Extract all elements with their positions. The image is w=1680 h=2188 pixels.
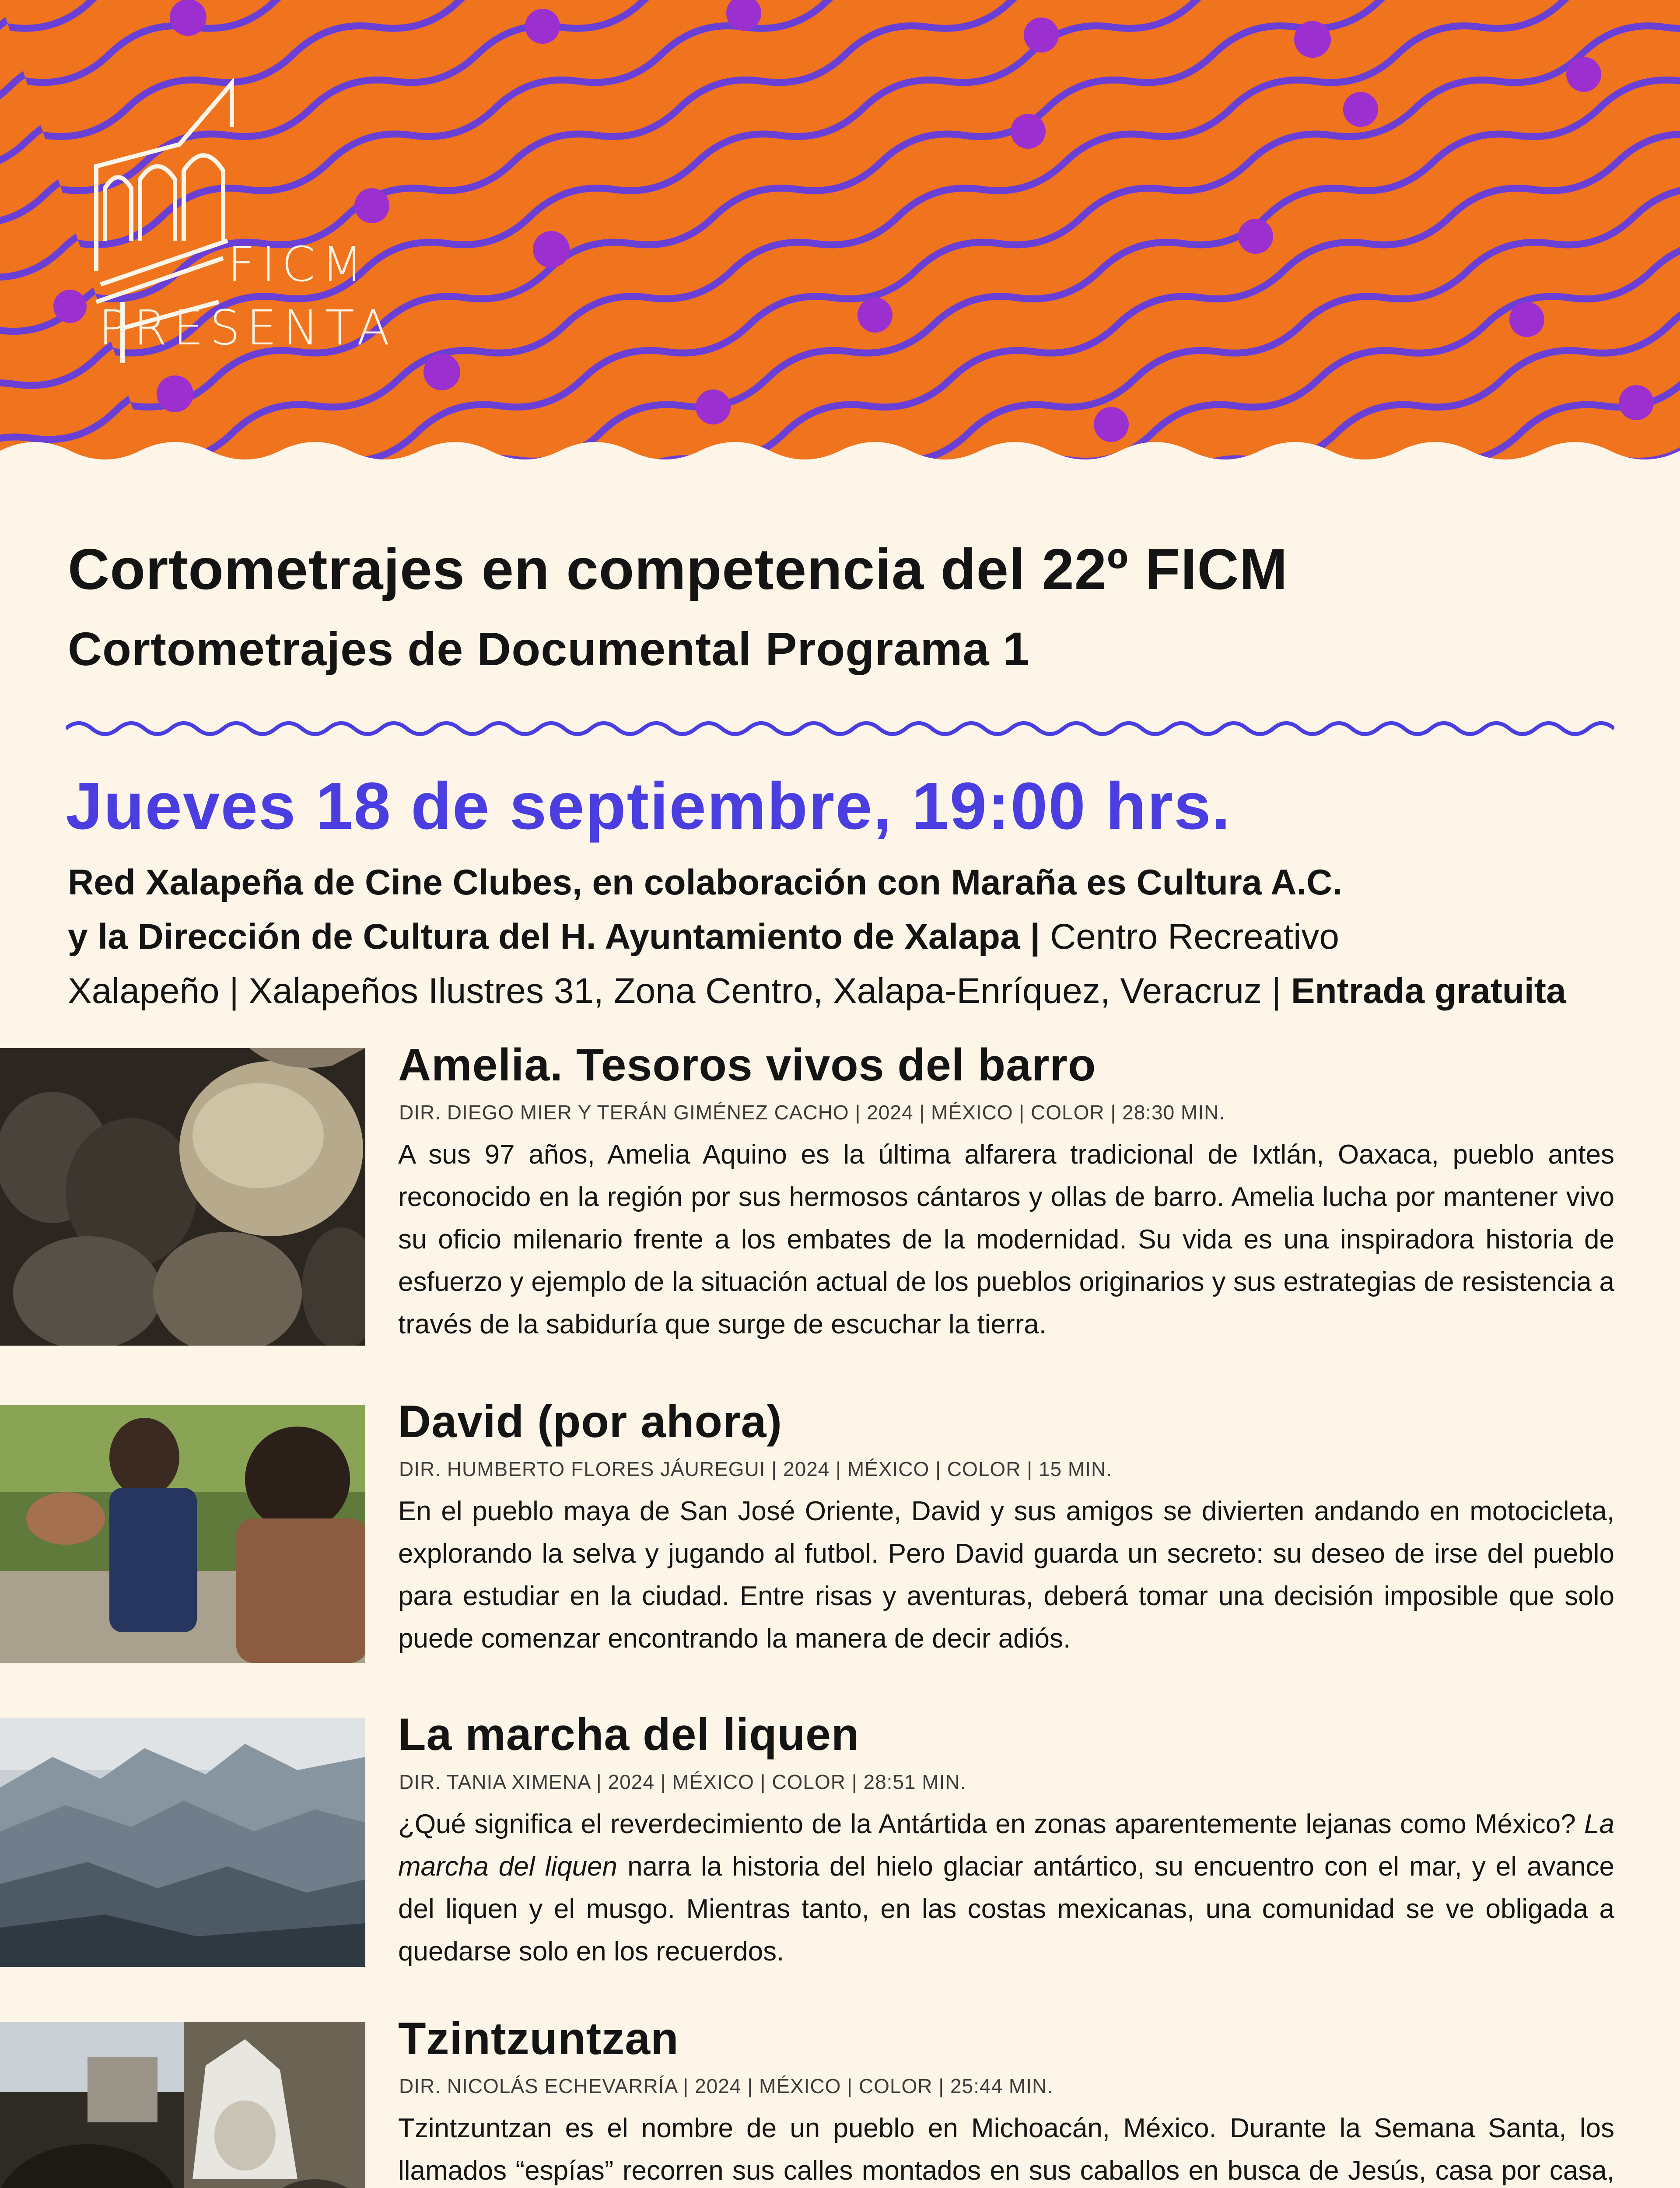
film-still-glacier (0, 1718, 365, 1967)
film-synopsis: Tzintzuntzan es el nombre de un pueblo en Michoacán, México. Durante la Semana Santa, los llamados “espías” recorren sus calles montados en sus caballos en busca de Jesús, casa por casa, (398, 2113, 1614, 2186)
film-still-procession (0, 2022, 365, 2188)
film-credit: DIR. TANIA XIMENA | 2024 | MÉXICO | COLOR | 28:51 MIN. (399, 1771, 966, 1793)
logo-word: FICM (228, 236, 369, 292)
venue-line-2-rest: Centro Recreativo (1040, 917, 1339, 957)
page-title: Cortometrajes en competencia del 22º FICM (68, 537, 1288, 601)
film-still-kids (0, 1405, 365, 1663)
film-synopsis (398, 1803, 1614, 1973)
venue-line-1: Red Xalapeña de Cine Clubes, en colaboración con Maraña es Cultura A.C. (68, 863, 1343, 902)
event-date: Jueves 18 de septiembre, 19:00 hrs. (66, 769, 1231, 843)
synopsis-film-name: La marcha del liquen (398, 1809, 1614, 1882)
page-subtitle: Cortometrajes de Documental Programa 1 (68, 622, 1030, 675)
film-credit: DIR. HUMBERTO FLORES JÁUREGUI | 2024 | MÉXICO | COLOR | 15 MIN. (399, 1458, 1112, 1480)
film-title: Tzintzuntzan (398, 2013, 679, 2064)
film-title: David (por ahora) (398, 1396, 782, 1447)
event-venue (68, 856, 1617, 1018)
venue-line-2: y la Dirección de Cultura del H. Ayuntamiento de Xalapa | (68, 917, 1040, 957)
entry-free: Entrada gratuita (1291, 971, 1566, 1011)
synopsis-part: narra la historia del hielo glaciar antártico, su encuentro con el mar, y el avance del liquen y el musgo. Mientras tanto, en las costas mexicanas, una comunidad se ve obligada a quedarse solo en los recuerdos. (398, 1851, 1615, 1967)
wavy-divider (66, 718, 1614, 740)
logo-sub: PRESENTA (98, 300, 396, 356)
film-synopsis: En el pueblo maya de San José Oriente, David y sus amigos se divierten andando en motocicleta, explorando la selva y jugando al futbol. Pero David guarda un secreto: su deseo de irse del pueblo para estudiar en la ciudad. Entre risas y aventuras, deberá tomar una decisión imposible que solo puede comenzar encontrando la manera de decir adiós. (398, 1496, 1614, 1654)
film-title: Amelia. Tesoros vivos del barro (398, 1040, 1096, 1090)
film-credit: DIR. DIEGO MIER Y TERÁN GIMÉNEZ CACHO | 2024 | MÉXICO | COLOR | 28:30 MIN. (399, 1101, 1225, 1124)
film-credit: DIR. NICOLÁS ECHEVARRÍA | 2024 | MÉXICO | COLOR | 25:44 MIN. (399, 2075, 1054, 2097)
venue-line-3: Xalapeño | Xalapeños Ilustres 31, Zona Centro, Xalapa-Enríquez, Veracruz | (68, 971, 1291, 1011)
film-synopsis: A sus 97 años, Amelia Aquino es la última alfarera tradicional de Ixtlán, Oaxaca, pueblo antes reconocido en la región por sus hermosos cántaros y ollas de barro. Amelia lucha por mantener vivo su oficio milenario frente a los embates de la modernidad. Su vida es una inspiradora historia de esfuerzo y ejemplo de la situación actual de los pueblos originarios y sus estrategias de resistencia a través de la sabiduría que surge de escuchar la tierra. (398, 1140, 1614, 1339)
synopsis-part: ¿Qué significa el reverdecimiento de la Antártida en zonas aparentemente lejanas como México? (398, 1809, 1585, 1839)
film-still-pottery (0, 1048, 365, 1346)
film-title: La marcha del liquen (398, 1709, 860, 1760)
